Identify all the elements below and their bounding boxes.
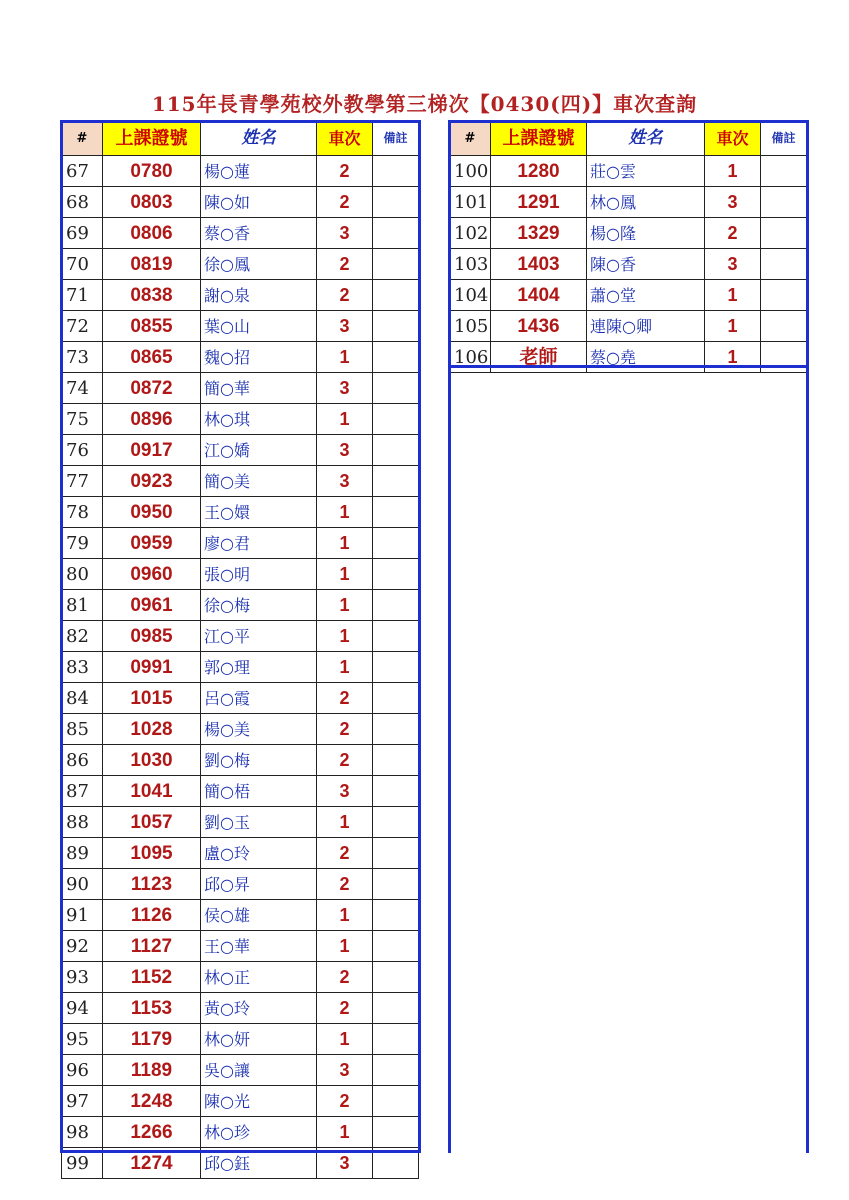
card-id: 0780 — [103, 156, 201, 187]
row-number: 81 — [62, 590, 103, 621]
table-row — [450, 187, 807, 218]
header-card-id: 上課證號 — [103, 121, 201, 156]
row-number: 97 — [62, 1086, 103, 1117]
note-cell — [761, 249, 807, 280]
row-number: 92 — [62, 931, 103, 962]
card-id: 1280 — [491, 156, 587, 187]
bus-number: 1 — [317, 931, 373, 962]
card-id: 1152 — [103, 962, 201, 993]
bus-number: 2 — [317, 683, 373, 714]
student-name: 吳○讓 — [201, 1055, 317, 1086]
header-row — [62, 121, 419, 156]
bus-number: 1 — [705, 156, 761, 187]
student-name: 侯○雄 — [201, 900, 317, 931]
row-number: 76 — [62, 435, 103, 466]
row-number: 93 — [62, 962, 103, 993]
header-row — [450, 121, 807, 156]
note-cell — [761, 342, 807, 373]
student-name: 江○平 — [201, 621, 317, 652]
row-number: 101 — [450, 187, 491, 218]
table-row — [62, 838, 419, 869]
row-number: 72 — [62, 311, 103, 342]
note-cell — [373, 807, 419, 838]
table-row — [62, 900, 419, 931]
bus-number: 2 — [317, 993, 373, 1024]
table-row — [62, 1148, 419, 1179]
student-name: 盧○玲 — [201, 838, 317, 869]
table-row — [62, 404, 419, 435]
note-cell — [373, 745, 419, 776]
row-number: 74 — [62, 373, 103, 404]
table-row — [62, 621, 419, 652]
student-name: 劉○梅 — [201, 745, 317, 776]
table-row — [62, 528, 419, 559]
bus-number: 3 — [317, 1055, 373, 1086]
card-id: 1436 — [491, 311, 587, 342]
note-cell — [373, 187, 419, 218]
note-cell — [373, 311, 419, 342]
note-cell — [761, 156, 807, 187]
student-name: 楊○蓮 — [201, 156, 317, 187]
note-cell — [373, 1086, 419, 1117]
card-id: 1248 — [103, 1086, 201, 1117]
card-id: 1095 — [103, 838, 201, 869]
table-row — [62, 931, 419, 962]
note-cell — [373, 621, 419, 652]
table-row — [62, 497, 419, 528]
row-number: 91 — [62, 900, 103, 931]
bus-number: 1 — [317, 652, 373, 683]
note-cell — [373, 466, 419, 497]
student-name: 黃○玲 — [201, 993, 317, 1024]
student-name: 莊○雲 — [587, 156, 705, 187]
table-row — [62, 280, 419, 311]
bus-number: 1 — [317, 590, 373, 621]
bus-number: 3 — [705, 249, 761, 280]
bus-number: 1 — [317, 559, 373, 590]
student-name: 簡○美 — [201, 466, 317, 497]
row-number: 87 — [62, 776, 103, 807]
bus-number: 1 — [705, 342, 761, 373]
bus-number: 3 — [317, 373, 373, 404]
bus-number: 2 — [317, 249, 373, 280]
table-row — [62, 745, 419, 776]
card-id: 0838 — [103, 280, 201, 311]
student-name: 謝○泉 — [201, 280, 317, 311]
header-bus: 車次 — [705, 121, 761, 156]
student-name: 楊○美 — [201, 714, 317, 745]
student-name: 劉○玉 — [201, 807, 317, 838]
note-cell — [373, 962, 419, 993]
row-number: 79 — [62, 528, 103, 559]
header-name: 姓名 — [587, 121, 705, 156]
card-id: 0803 — [103, 187, 201, 218]
note-cell — [373, 342, 419, 373]
student-name: 陳○光 — [201, 1086, 317, 1117]
table-row — [62, 652, 419, 683]
card-id: 1015 — [103, 683, 201, 714]
table-row — [450, 249, 807, 280]
bus-number: 1 — [317, 497, 373, 528]
bus-number: 2 — [317, 156, 373, 187]
card-id: 1404 — [491, 280, 587, 311]
note-cell — [373, 280, 419, 311]
table-row — [62, 435, 419, 466]
roster-table-left — [61, 120, 419, 1179]
bus-number: 2 — [705, 218, 761, 249]
card-id: 0991 — [103, 652, 201, 683]
bus-number: 1 — [317, 807, 373, 838]
row-number: 90 — [62, 869, 103, 900]
note-cell — [761, 311, 807, 342]
bus-number: 2 — [317, 714, 373, 745]
row-number: 69 — [62, 218, 103, 249]
note-cell — [373, 993, 419, 1024]
header-note: 備註 — [761, 121, 807, 156]
table-row — [62, 373, 419, 404]
roster-table-right — [449, 120, 807, 373]
right-frame-right-edge — [806, 368, 809, 1153]
row-number: 99 — [62, 1148, 103, 1179]
table-row — [62, 590, 419, 621]
table-row — [62, 993, 419, 1024]
student-name: 林○妍 — [201, 1024, 317, 1055]
row-number: 86 — [62, 745, 103, 776]
student-name: 江○嬌 — [201, 435, 317, 466]
card-id: 0806 — [103, 218, 201, 249]
row-number: 71 — [62, 280, 103, 311]
student-name: 林○琪 — [201, 404, 317, 435]
student-name: 簡○華 — [201, 373, 317, 404]
row-number: 73 — [62, 342, 103, 373]
student-name: 魏○招 — [201, 342, 317, 373]
note-cell — [373, 900, 419, 931]
row-number: 84 — [62, 683, 103, 714]
bus-number: 3 — [317, 1148, 373, 1179]
bus-number: 2 — [317, 962, 373, 993]
note-cell — [373, 559, 419, 590]
note-cell — [373, 931, 419, 962]
note-cell — [373, 404, 419, 435]
bus-number: 2 — [317, 1086, 373, 1117]
table-row — [450, 311, 807, 342]
header-name: 姓名 — [201, 121, 317, 156]
student-name: 林○珍 — [201, 1117, 317, 1148]
row-number: 68 — [62, 187, 103, 218]
card-id: 1126 — [103, 900, 201, 931]
row-number: 106 — [450, 342, 491, 373]
header-bus: 車次 — [317, 121, 373, 156]
note-cell — [373, 249, 419, 280]
bus-number: 3 — [317, 311, 373, 342]
row-number: 67 — [62, 156, 103, 187]
header-note: 備註 — [373, 121, 419, 156]
card-id: 0865 — [103, 342, 201, 373]
card-id: 老師 — [491, 342, 587, 373]
row-number: 82 — [62, 621, 103, 652]
note-cell — [761, 187, 807, 218]
student-name: 楊○隆 — [587, 218, 705, 249]
row-number: 78 — [62, 497, 103, 528]
card-id: 0917 — [103, 435, 201, 466]
student-name: 郭○理 — [201, 652, 317, 683]
card-id: 1189 — [103, 1055, 201, 1086]
table-row — [62, 1055, 419, 1086]
bus-number: 3 — [317, 466, 373, 497]
bus-number: 3 — [317, 435, 373, 466]
table-row — [62, 1024, 419, 1055]
student-name: 簡○梧 — [201, 776, 317, 807]
card-id: 1057 — [103, 807, 201, 838]
card-id: 0959 — [103, 528, 201, 559]
table-row — [62, 559, 419, 590]
note-cell — [373, 528, 419, 559]
card-id: 0961 — [103, 590, 201, 621]
bus-number: 2 — [317, 280, 373, 311]
card-id: 1291 — [491, 187, 587, 218]
right-frame-left-edge — [448, 368, 451, 1153]
header-card-id: 上課證號 — [491, 121, 587, 156]
student-name: 徐○梅 — [201, 590, 317, 621]
row-number: 70 — [62, 249, 103, 280]
table-row — [62, 218, 419, 249]
table-row — [62, 807, 419, 838]
student-name: 呂○霞 — [201, 683, 317, 714]
bus-number: 2 — [317, 869, 373, 900]
student-name: 張○明 — [201, 559, 317, 590]
card-id: 0923 — [103, 466, 201, 497]
card-id: 0896 — [103, 404, 201, 435]
bus-number: 1 — [317, 404, 373, 435]
student-name: 邱○昇 — [201, 869, 317, 900]
table-row — [62, 342, 419, 373]
row-number: 96 — [62, 1055, 103, 1086]
bus-number: 1 — [317, 528, 373, 559]
note-cell — [373, 156, 419, 187]
table-row — [450, 156, 807, 187]
student-name: 林○正 — [201, 962, 317, 993]
row-number: 89 — [62, 838, 103, 869]
note-cell — [373, 1024, 419, 1055]
row-number: 95 — [62, 1024, 103, 1055]
row-number: 100 — [450, 156, 491, 187]
table-row — [62, 466, 419, 497]
header-number: # — [62, 121, 103, 156]
student-name: 蕭○堂 — [587, 280, 705, 311]
student-name: 廖○君 — [201, 528, 317, 559]
student-name: 連陳○卿 — [587, 311, 705, 342]
page-title: 115年長青學苑校外教學第三梯次【0430(四)】車次查詢 — [151, 92, 698, 116]
row-number: 80 — [62, 559, 103, 590]
table-row — [62, 1117, 419, 1148]
student-name: 陳○香 — [587, 249, 705, 280]
table-row — [62, 683, 419, 714]
row-number: 85 — [62, 714, 103, 745]
bus-number: 2 — [317, 838, 373, 869]
bus-number: 1 — [317, 1024, 373, 1055]
note-cell — [373, 435, 419, 466]
bus-number: 1 — [705, 311, 761, 342]
row-number: 103 — [450, 249, 491, 280]
note-cell — [373, 652, 419, 683]
note-cell — [761, 218, 807, 249]
card-id: 1274 — [103, 1148, 201, 1179]
bus-number: 1 — [317, 342, 373, 373]
student-name: 王○嬛 — [201, 497, 317, 528]
note-cell — [761, 280, 807, 311]
row-number: 105 — [450, 311, 491, 342]
card-id: 0950 — [103, 497, 201, 528]
row-number: 104 — [450, 280, 491, 311]
bus-number: 2 — [317, 187, 373, 218]
student-name: 陳○如 — [201, 187, 317, 218]
student-name: 蔡○堯 — [587, 342, 705, 373]
table-row — [62, 156, 419, 187]
card-id: 1123 — [103, 869, 201, 900]
note-cell — [373, 683, 419, 714]
row-number: 77 — [62, 466, 103, 497]
row-number: 75 — [62, 404, 103, 435]
bus-number: 2 — [317, 745, 373, 776]
card-id: 1041 — [103, 776, 201, 807]
card-id: 0855 — [103, 311, 201, 342]
student-name: 王○華 — [201, 931, 317, 962]
note-cell — [373, 373, 419, 404]
bus-number: 1 — [705, 280, 761, 311]
table-row — [62, 962, 419, 993]
student-name: 蔡○香 — [201, 218, 317, 249]
student-name: 林○鳳 — [587, 187, 705, 218]
student-name: 徐○鳳 — [201, 249, 317, 280]
row-number: 98 — [62, 1117, 103, 1148]
card-id: 1030 — [103, 745, 201, 776]
card-id: 1153 — [103, 993, 201, 1024]
card-id: 1403 — [491, 249, 587, 280]
table-row — [62, 869, 419, 900]
bus-number: 1 — [317, 900, 373, 931]
table-row — [62, 714, 419, 745]
card-id: 0872 — [103, 373, 201, 404]
row-number: 83 — [62, 652, 103, 683]
card-id: 0819 — [103, 249, 201, 280]
bus-number: 3 — [705, 187, 761, 218]
card-id: 1329 — [491, 218, 587, 249]
note-cell — [373, 714, 419, 745]
note-cell — [373, 218, 419, 249]
note-cell — [373, 869, 419, 900]
table-row — [62, 249, 419, 280]
student-name: 葉○山 — [201, 311, 317, 342]
table-row — [450, 218, 807, 249]
note-cell — [373, 1117, 419, 1148]
bus-number: 3 — [317, 776, 373, 807]
bus-number: 1 — [317, 1117, 373, 1148]
note-cell — [373, 590, 419, 621]
card-id: 0985 — [103, 621, 201, 652]
note-cell — [373, 1055, 419, 1086]
row-number: 94 — [62, 993, 103, 1024]
card-id: 1179 — [103, 1024, 201, 1055]
table-row — [62, 187, 419, 218]
table-row — [62, 1086, 419, 1117]
bus-number: 1 — [317, 621, 373, 652]
note-cell — [373, 497, 419, 528]
bus-number: 3 — [317, 218, 373, 249]
header-number: # — [450, 121, 491, 156]
card-id: 1127 — [103, 931, 201, 962]
card-id: 0960 — [103, 559, 201, 590]
note-cell — [373, 776, 419, 807]
student-name: 邱○鈺 — [201, 1148, 317, 1179]
table-row — [450, 342, 807, 373]
table-row — [62, 311, 419, 342]
note-cell — [373, 1148, 419, 1179]
note-cell — [373, 838, 419, 869]
card-id: 1266 — [103, 1117, 201, 1148]
row-number: 102 — [450, 218, 491, 249]
table-row — [62, 776, 419, 807]
card-id: 1028 — [103, 714, 201, 745]
row-number: 88 — [62, 807, 103, 838]
table-row — [450, 280, 807, 311]
